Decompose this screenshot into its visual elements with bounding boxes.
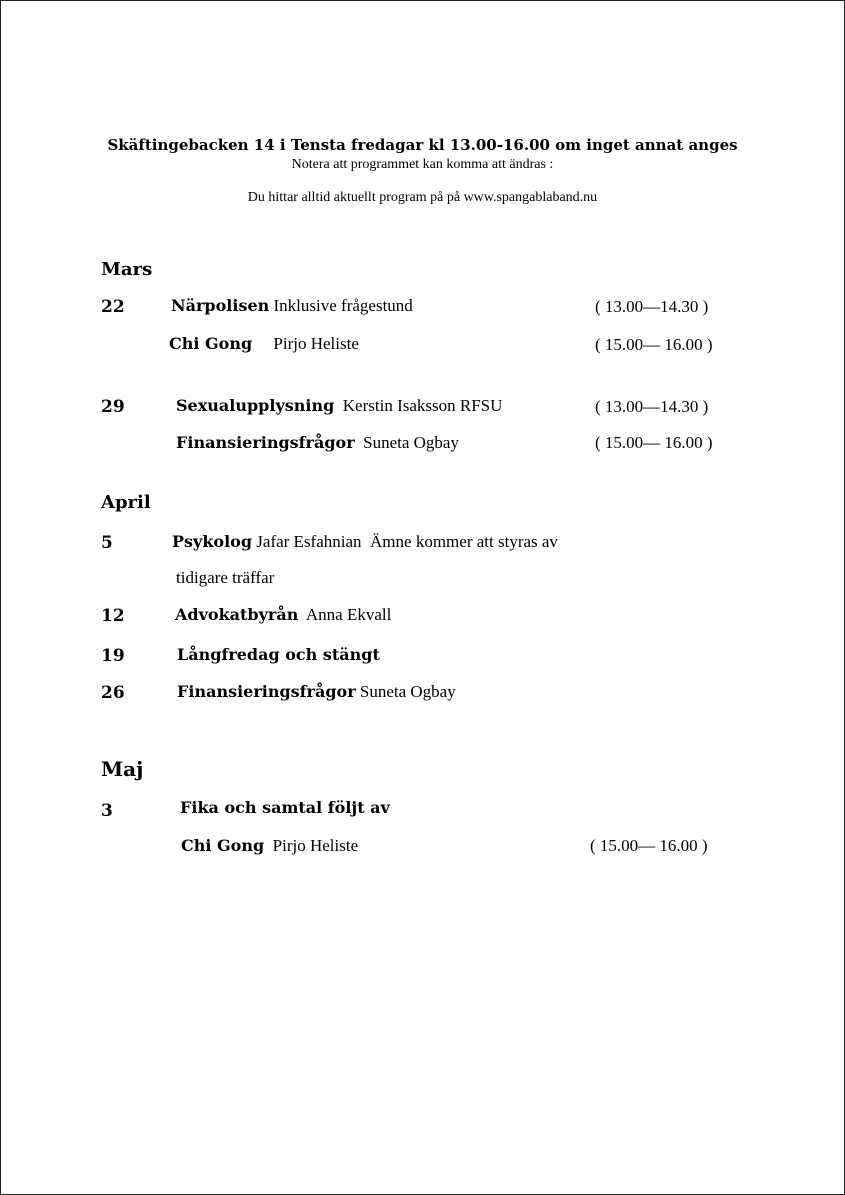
month-mars: Mars <box>101 259 153 280</box>
event-title: Chi Gong <box>181 836 265 855</box>
header-location: Skäftingebacken 14 i Tensta fredagar kl 13.00-16.00 om inget annat anges <box>107 136 738 154</box>
event-desc: Inklusive frågestund <box>269 296 413 315</box>
header-website: Du hittar alltid aktuellt program på på www.spangablaband.nu <box>247 190 598 205</box>
event-time: ( 13.00—14.30 ) <box>595 397 709 416</box>
event-desc: Pirjo Heliste <box>264 836 359 855</box>
month-april: April <box>101 492 151 513</box>
day-5: 5 <box>101 533 113 553</box>
event-title: Fika och samtal följt av <box>180 798 390 817</box>
event-title: Chi Gong <box>169 334 253 353</box>
day-3: 3 <box>101 801 113 821</box>
event-3-fika <box>180 798 390 818</box>
day-26: 26 <box>101 683 125 703</box>
event-22-narpolisen <box>171 296 413 316</box>
day-12: 12 <box>101 606 125 626</box>
event-5-continuation: tidigare träffar <box>176 568 275 587</box>
event-19-langfredag <box>177 645 380 665</box>
event-desc: Suneta Ogbay <box>354 433 459 452</box>
month-maj: Maj <box>101 757 144 781</box>
event-time: ( 13.00—14.30 ) <box>595 297 709 316</box>
event-5-psykolog <box>172 532 558 552</box>
event-desc: Jafar Esfahnian Ämne kommer att styras av <box>252 532 558 551</box>
event-22-chigong <box>169 334 359 354</box>
event-3-chigong <box>181 836 358 856</box>
event-desc: Kerstin Isaksson RFSU <box>334 396 503 415</box>
event-time: ( 15.00— 16.00 ) <box>595 335 713 354</box>
event-title: Advokatbyrån <box>175 605 299 624</box>
event-title: Sexualupplysning <box>176 396 335 415</box>
event-desc: Suneta Ogbay <box>355 682 456 701</box>
day-22: 22 <box>101 297 125 317</box>
event-12-advokatbyran <box>175 605 391 625</box>
event-29-finansiering <box>176 433 459 453</box>
event-title: Närpolisen <box>171 296 270 315</box>
day-19: 19 <box>101 646 125 666</box>
event-desc: Pirjo Heliste <box>252 334 359 353</box>
day-29: 29 <box>101 397 125 417</box>
event-time: ( 15.00— 16.00 ) <box>590 836 708 855</box>
event-desc: Anna Ekvall <box>298 605 392 624</box>
event-title: Finansieringsfrågor <box>177 682 356 701</box>
event-26-finansiering <box>177 682 456 702</box>
event-time: ( 15.00— 16.00 ) <box>595 433 713 452</box>
event-title: Psykolog <box>172 532 253 551</box>
event-29-sexualupplysning <box>176 396 502 416</box>
event-title: Finansieringsfrågor <box>176 433 355 452</box>
event-title: Långfredag och stängt <box>177 645 380 664</box>
header-notice: Notera att programmet kan komma att ändras : <box>291 157 554 172</box>
